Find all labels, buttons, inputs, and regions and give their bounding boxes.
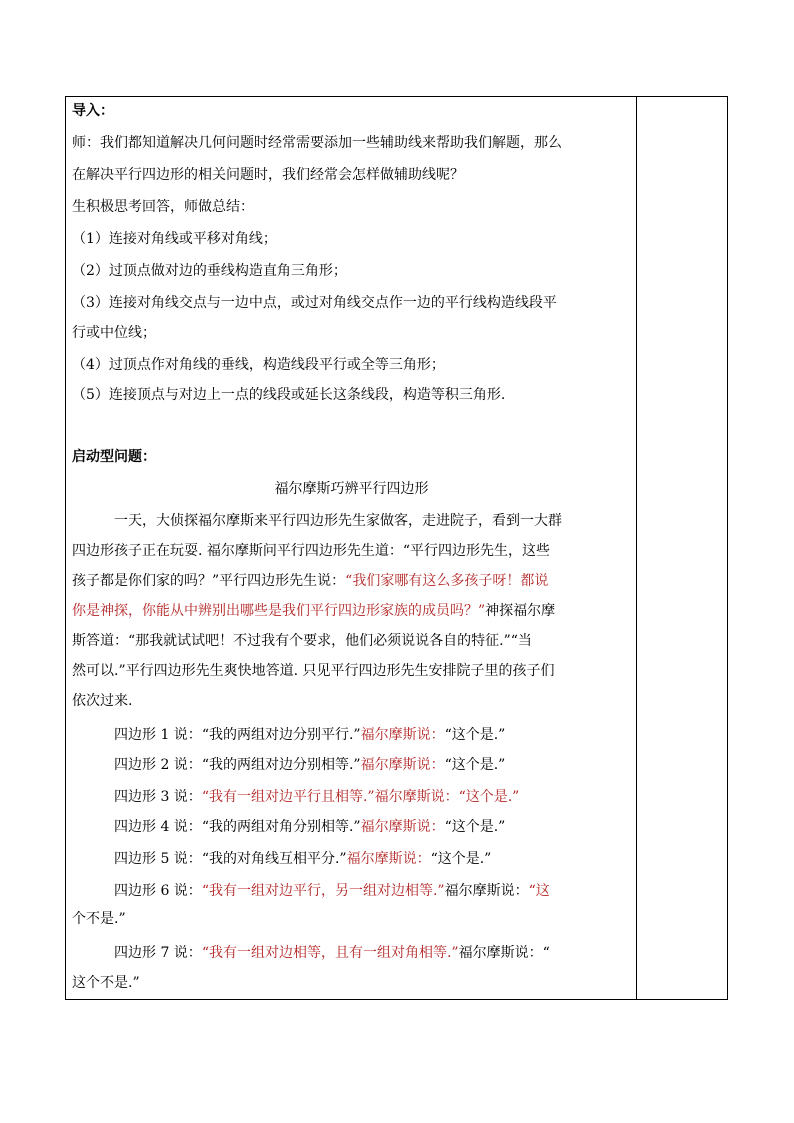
intro-heading: 导入：: [72, 103, 114, 119]
verdict: “这个是.”: [458, 789, 520, 805]
quadrilateral-statement: [114, 725, 505, 745]
quadrilateral-statement: [114, 817, 505, 837]
holmes-says: 福尔摩斯说：: [374, 789, 459, 805]
story-text: 神探福尔摩: [485, 603, 556, 619]
quadrilateral-statement: [114, 849, 491, 869]
quote: “我有一组对边平行，另一组对边相等.”: [201, 883, 445, 899]
quadrilateral-statement-cont: 这个不是.”: [72, 975, 140, 991]
quadrilateral-statement: [114, 755, 505, 775]
quadrilateral-statement: [114, 881, 550, 901]
story-text: 孩子都是你们家的吗？”平行四边形先生说：: [72, 573, 346, 589]
holmes-says: 福尔摩斯说：: [360, 819, 445, 835]
quote: “我的两组对边分别相等.”: [201, 757, 361, 773]
intro-item: 行或中位线；: [72, 325, 156, 341]
speaker: 四边形 4 说：: [114, 819, 202, 835]
quadrilateral-statement-cont: 个不是.”: [72, 911, 126, 927]
quote: “我有一组对边相等，且有一组对角相等.”: [201, 945, 459, 961]
story-line: 四边形孩子正在玩耍. 福尔摩斯问平行四边形先生道：“平行四边形先生，这些: [72, 543, 551, 559]
story-line: 一天，大侦探福尔摩斯来平行四边形先生家做客，走进院子，看到一大群: [114, 513, 562, 529]
quote: “我的两组对角分别相等.”: [201, 819, 361, 835]
verdict: “这个是.”: [444, 757, 506, 773]
intro-teacher-line: 在解决平行四边形的相关问题时，我们经常会怎样做辅助线呢？: [72, 167, 464, 183]
story-line: 然可以.”平行四边形先生爽快地答道. 只见平行四边形先生安排院子里的孩子们: [72, 663, 555, 679]
intro-item: （2）过顶点做对边的垂线构造直角三角形；: [72, 263, 347, 279]
verdict: “这个是.”: [444, 727, 506, 743]
intro-item: （4）过顶点作对角线的垂线，构造线段平行或全等三角形；: [72, 357, 445, 373]
intro-item: （1）连接对角线或平移对角线；: [72, 231, 277, 247]
story-line: 依次过来.: [72, 693, 133, 709]
verdict: “: [542, 945, 550, 961]
story-line: 斯答道：“那我就试试吧！不过我有个要求，他们必须说说各自的特征.”“当: [72, 633, 532, 649]
holmes-says: 福尔摩斯说：: [360, 757, 445, 773]
speaker: 四边形 5 说：: [114, 851, 202, 867]
speaker: 四边形 7 说：: [114, 945, 202, 961]
story-quote: 你是神探，你能从中辨别出哪些是我们平行四边形家族的成员吗？”: [72, 603, 486, 619]
story-line: [72, 601, 555, 621]
quadrilateral-statement: [114, 787, 519, 807]
holmes-says: 福尔摩斯说：: [458, 945, 543, 961]
speaker: 四边形 3 说：: [114, 789, 202, 805]
story-title: 福尔摩斯巧辨平行四边形: [274, 481, 429, 497]
problem-heading: 启动型问题：: [72, 449, 156, 465]
intro-item: （5）连接顶点与对边上一点的线段或延长这条线段，构造等积三角形.: [72, 387, 506, 403]
verdict: “这个是.”: [444, 819, 506, 835]
verdict: “这个是.”: [430, 851, 492, 867]
holmes-says: 福尔摩斯说：: [360, 727, 445, 743]
notes-cell: [637, 97, 727, 999]
story-line: [72, 571, 548, 591]
verdict: “这: [528, 883, 550, 899]
story-quote: “我们家哪有这么多孩子呀！都说: [345, 573, 549, 589]
intro-students-line: 生积极思考回答，师做总结：: [72, 199, 254, 215]
lesson-table: [65, 96, 728, 1000]
intro-teacher-line: 师：我们都知道解决几何问题时经常需要添加一些辅助线来帮助我们解题，那么: [72, 135, 562, 151]
quote: “我的对角线互相平分.”: [201, 851, 347, 867]
quadrilateral-statement: [114, 943, 550, 963]
content-cell: [66, 97, 637, 999]
intro-item: （3）连接对角线交点与一边中点，或过对角线交点作一边的平行线构造线段平: [72, 295, 557, 311]
speaker: 四边形 6 说：: [114, 883, 202, 899]
quote: “我的两组对边分别平行.”: [201, 727, 361, 743]
holmes-says: 福尔摩斯说：: [346, 851, 431, 867]
speaker: 四边形 2 说：: [114, 757, 202, 773]
holmes-says: 福尔摩斯说：: [444, 883, 529, 899]
quote: “我有一组对边平行且相等.”: [201, 789, 375, 805]
speaker: 四边形 1 说：: [114, 727, 202, 743]
